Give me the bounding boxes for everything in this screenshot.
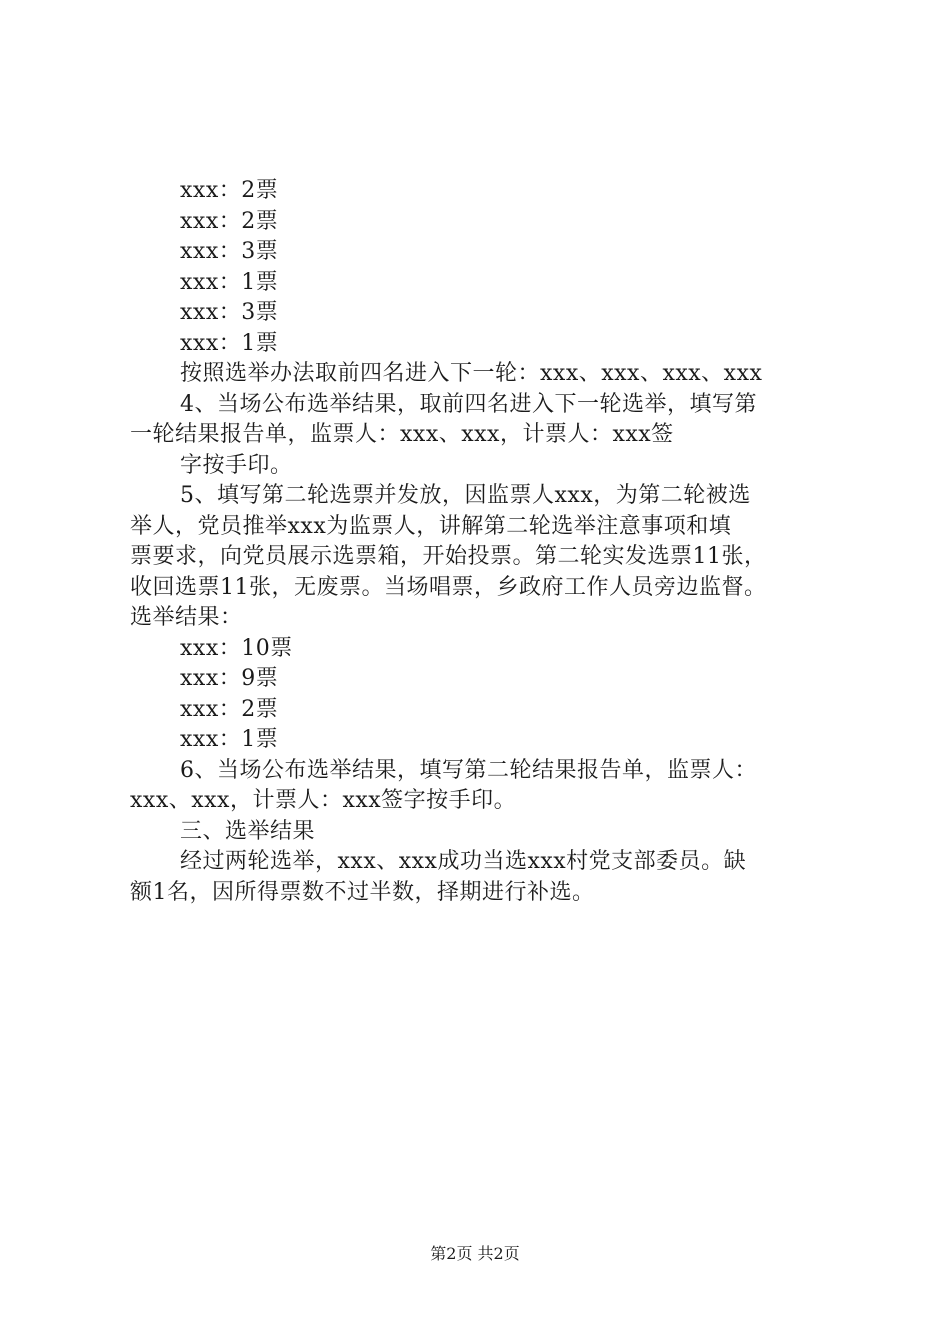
vote-line: xxx：2票 bbox=[180, 208, 279, 234]
vote-line: xxx：2票 bbox=[180, 696, 279, 722]
vote-line: xxx：2票 bbox=[180, 178, 279, 203]
paragraph-line: 经过两轮选举，xxx、xxx成功当选xxx村党支部委员。缺 bbox=[180, 849, 747, 874]
section-heading: 三、选举结果 bbox=[180, 818, 316, 844]
vote-line: xxx：1票 bbox=[180, 727, 279, 752]
paragraph-line: 5、填写第二轮选票并发放，因监票人xxx，为第二轮被选 bbox=[180, 483, 751, 508]
document-body bbox=[130, 176, 850, 908]
paragraph-line: 一轮结果报告单，监票人：xxx、xxx，计票人：xxx签 bbox=[130, 422, 674, 447]
paragraph-line: 按照选举办法取前四名进入下一轮：xxx、xxx、xxx、xxx bbox=[180, 361, 763, 386]
paragraph-line: 收回选票11张，无废票。当场唱票，乡政府工作人员旁边监督。 bbox=[130, 574, 767, 600]
paragraph-line: 选举结果： bbox=[130, 605, 243, 630]
paragraph-line: 6、当场公布选举结果，填写第二轮结果报告单，监票人： bbox=[180, 757, 757, 783]
vote-line: xxx：3票 bbox=[180, 300, 279, 325]
paragraph-line: 4、当场公布选举结果，取前四名进入下一轮选举，填写第 bbox=[180, 391, 757, 417]
vote-line: xxx：3票 bbox=[180, 239, 279, 264]
page-number-footer: 第2页 共2页 bbox=[430, 1244, 520, 1263]
vote-line: xxx：9票 bbox=[180, 666, 279, 691]
paragraph-line: 字按手印。 bbox=[180, 452, 293, 478]
vote-line: xxx：1票 bbox=[180, 330, 279, 356]
paragraph-line: 票要求，向党员展示选票箱，开始投票。第二轮实发选票11张， bbox=[130, 544, 767, 569]
paragraph-line: 额1名，因所得票数不过半数，择期进行补选。 bbox=[130, 879, 595, 905]
paragraph-line: 举人，党员推举xxx为监票人，讲解第二轮选举注意事项和填 bbox=[130, 513, 732, 539]
paragraph-line: xxx、xxx，计票人：xxx签字按手印。 bbox=[130, 788, 517, 813]
vote-line: xxx：1票 bbox=[180, 269, 279, 295]
vote-line: xxx：10票 bbox=[180, 635, 293, 661]
